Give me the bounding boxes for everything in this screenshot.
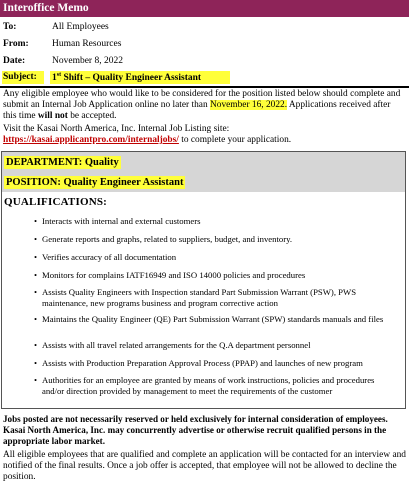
will-not-emphasis: will not [37, 111, 68, 122]
subject-title: Shift – Quality Engineer Assistant [61, 73, 202, 84]
date-label: Date: [3, 56, 26, 66]
from-value: Human Resources [52, 39, 122, 49]
to-value: All Employees [52, 22, 109, 32]
bullet: • [34, 287, 38, 297]
deadline-date: November 16, 2022. [210, 100, 288, 111]
bullet: • [34, 340, 38, 350]
qualification-item: • Assists with all travel related arrangements for the Q.A department personnel [34, 340, 311, 350]
intro-text-a: Any eligible employee who would like to be considered for the position listed below should complete and submit an Internal Job Application online no later than [3, 89, 401, 111]
intro-text-b: Applications received after this time [3, 100, 391, 122]
bullet: • [34, 358, 38, 368]
header-divider [0, 86, 409, 88]
intro-text-c: be accepted. [67, 111, 117, 122]
subject-number: 1 [52, 73, 57, 84]
link-after-text: to complete your application. [178, 135, 292, 146]
visit-paragraph [3, 124, 406, 146]
job-listing-link[interactable]: https://kasai.applicantpro.com/internaljobs/ [3, 135, 179, 146]
final-paragraph: All eligible employees that are qualified and complete an application will be contacted for an interview and notified of the final results. Once a job offer is accepted, that employee will not be allowed to decline the position. [3, 450, 406, 483]
bullet: • [34, 234, 38, 244]
department-heading: DEPARTMENT: Quality [6, 157, 119, 168]
position-box-header [2, 152, 405, 192]
memo-banner: Interoffice Memo [0, 0, 409, 17]
subject-ordinal: st [56, 72, 62, 78]
to-label: To: [3, 22, 17, 32]
qualification-item: • Authorities for an employee are granted by means of work instructions, policies and procedures and/or direction provided by management to meet the requirements of the customer [34, 375, 375, 396]
bullet: • [34, 375, 38, 385]
qualification-item: • Monitors for complains IATF16949 and ISO 14000 policies and procedures [34, 270, 306, 280]
intro-paragraph [3, 89, 406, 123]
position-box [1, 151, 406, 409]
qualification-item: • Maintains the Quality Engineer (QE) Part Submission Warrant (SPW) standards manuals and files [34, 314, 384, 324]
qualification-item: • Verifies accuracy of all documentation [34, 252, 177, 262]
link-line [3, 135, 406, 146]
subject-value [52, 72, 201, 83]
bullet: • [34, 252, 38, 262]
date-value: November 8, 2022 [52, 56, 123, 66]
bullet: • [34, 216, 38, 226]
qualification-item: • Assists with Production Preparation Approval Process (PPAP) and launches of new program [34, 358, 363, 368]
qualifications-heading: QUALIFICATIONS: [4, 196, 108, 208]
from-label: From: [3, 39, 29, 49]
visit-text: Visit the Kasai North America, Inc. Internal Job Listing site: [3, 124, 230, 134]
subject-label: Subject: [3, 72, 37, 82]
qualification-item: • Assists Quality Engineers with Inspection standard Part Submission Warrant (PSW), PWS maintenance, new programs business and program corrective action [34, 287, 357, 308]
recruitment-notice: Jobs posted are not necessarily reserved or held exclusively for internal consideration of employees. Kasai North America, Inc. may concurrently advertise or otherwise recruit qualified persons in the appropriate labor market. [3, 414, 388, 447]
position-heading: POSITION: Quality Engineer Assistant [6, 177, 184, 188]
qualification-item: • Generate reports and graphs, related to suppliers, budget, and inventory. [34, 234, 293, 244]
subject-row [0, 71, 409, 85]
qualification-item: • Interacts with internal and external customers [34, 216, 201, 226]
bullet: • [34, 314, 38, 324]
bullet: • [34, 270, 38, 280]
